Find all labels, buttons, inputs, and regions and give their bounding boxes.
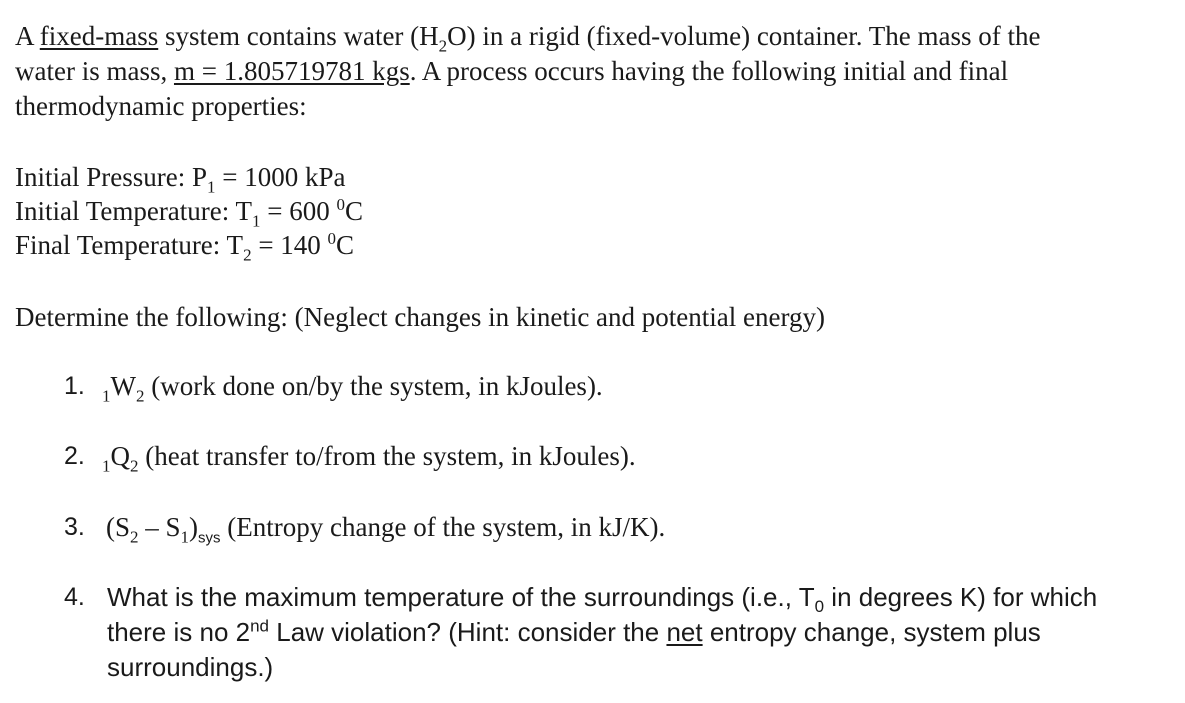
intro-line-3: thermodynamic properties: bbox=[15, 91, 307, 121]
initial-temperature: Initial Temperature: $T_1 = 600$ $^0$C bbox=[15, 195, 364, 231]
final-temperature: Final Temperature: $T_2 = 140$ $^0$C bbox=[15, 229, 355, 265]
question-text: $_1W_2$ (work done on/by the system, in kJoules). bbox=[102, 371, 603, 406]
question-text-line-3: surroundings.) bbox=[107, 652, 274, 682]
question-text-line-1: What is the maximum temperature of the surroundings (i.e., $T_0$ in degrees K) for which bbox=[107, 582, 1098, 617]
question-text: $(S_2 - S_1)_{sys}$ (Entropy change of the system, in kJ/K). bbox=[106, 512, 666, 547]
question-number: 3. bbox=[64, 513, 85, 541]
instruction: Determine the following: (Neglect changes in kinetic and potential energy) bbox=[15, 302, 825, 332]
intro-line-2: water is mass, m = 1.805719781 kgs. A process occurs having the following initial and final bbox=[15, 56, 1009, 86]
initial-pressure: Initial Pressure: $P_1 = 1000$ kPa bbox=[15, 162, 346, 197]
question-number: 1. bbox=[64, 372, 85, 400]
question-number: 2. bbox=[64, 442, 85, 470]
question-number: 4. bbox=[64, 583, 85, 611]
question-text: $_1Q_2$ (heat transfer to/from the system, in kJoules). bbox=[102, 441, 636, 476]
net-term: net bbox=[666, 617, 703, 647]
intro-line-1: A fixed-mass system contains water $(H_2O)$ in a rigid (fixed-volume) container. The mass of the bbox=[15, 21, 1041, 56]
fixed-mass-term: fixed-mass bbox=[39, 21, 159, 51]
question-text-line-2: there is no 2nd Law violation? (Hint: consider the net entropy change, system plus bbox=[107, 616, 1041, 647]
mass-value: m = 1.805719781 kgs bbox=[173, 56, 410, 86]
